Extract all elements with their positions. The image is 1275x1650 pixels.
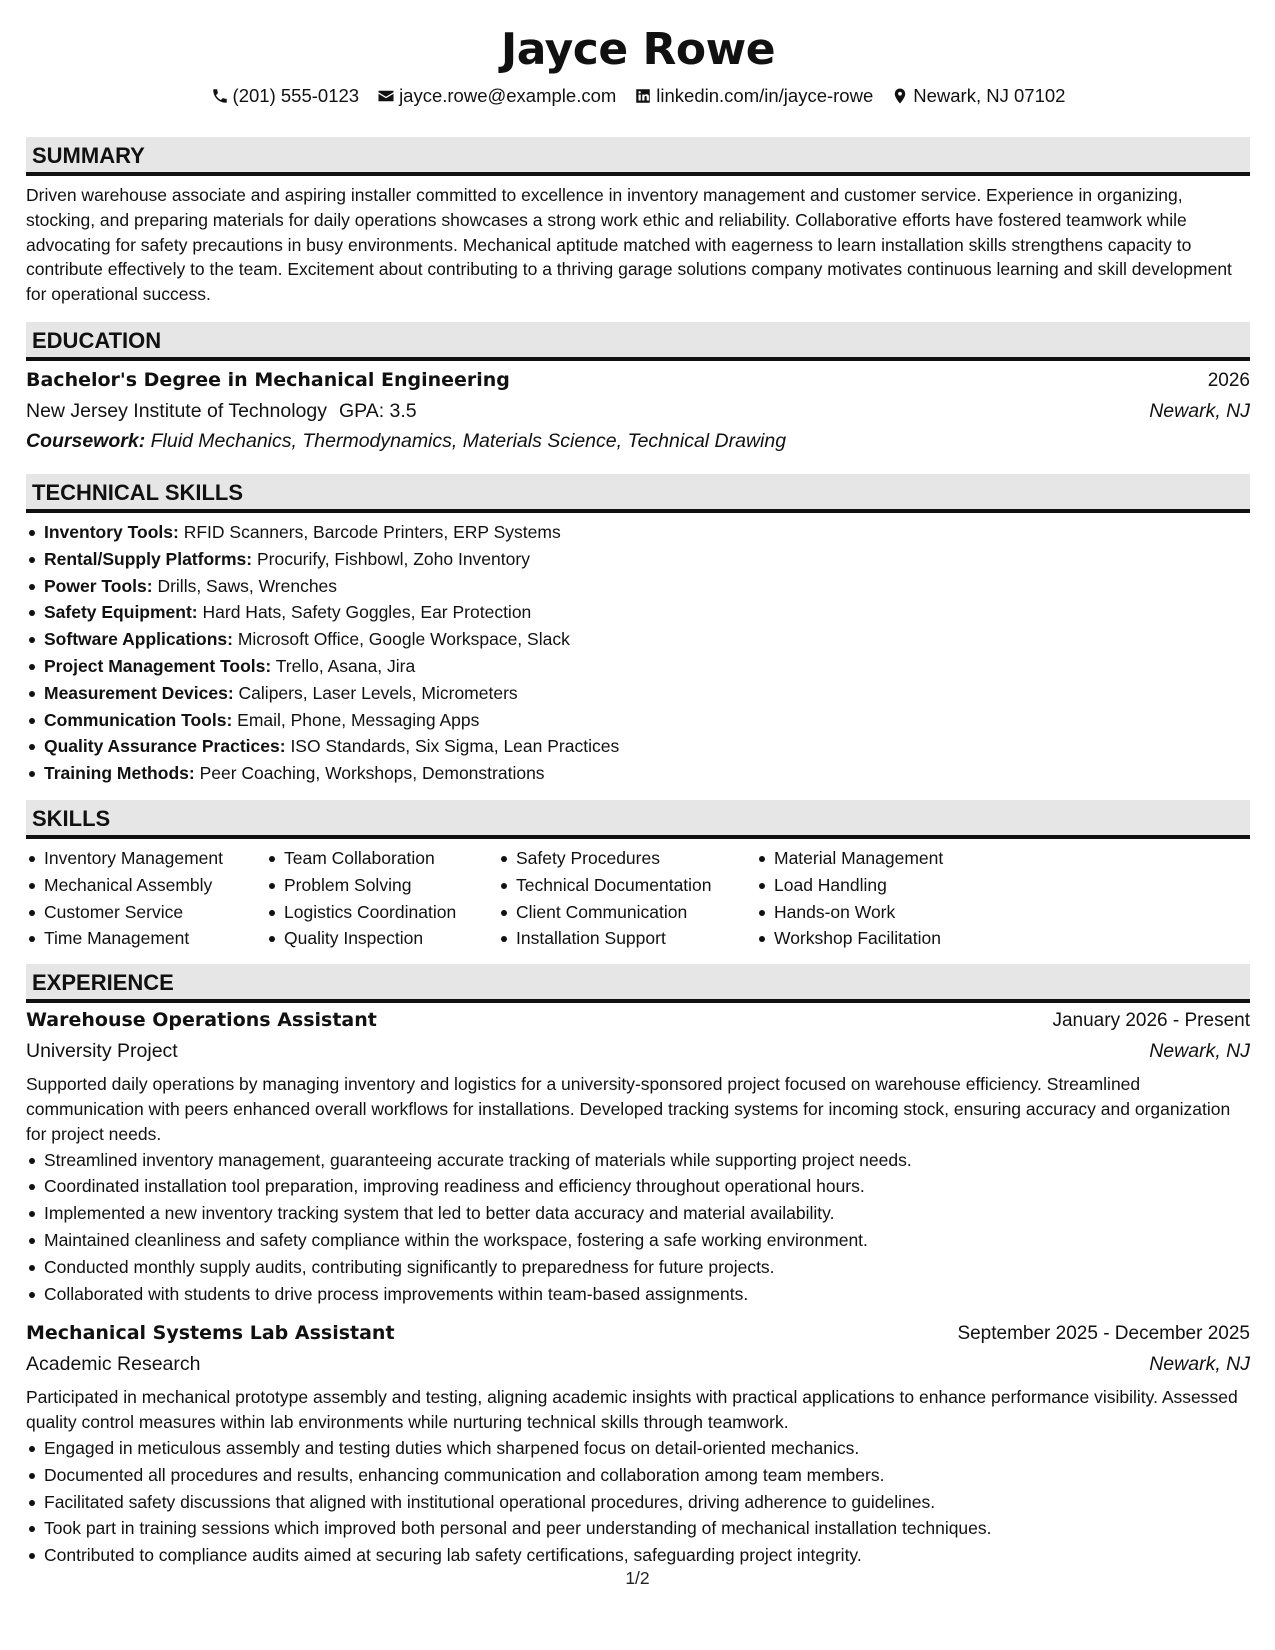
job-dates: January 2026 - Present: [1052, 1010, 1250, 1032]
skill-values: Email, Phone, Messaging Apps: [237, 709, 480, 730]
education-entry: [26, 365, 1250, 456]
email-link[interactable]: jayce.rowe@example.com: [399, 85, 617, 106]
skill-category: Software Applications:: [44, 629, 233, 650]
location-text: Newark, NJ 07102: [913, 85, 1066, 106]
skill-values: Drills, Saws, Wrenches: [157, 575, 338, 596]
resume-page: [26, 18, 1250, 1569]
list-item: Maintained cleanliness and safety compliance within the workspace, fostering a safe working environment.: [26, 1227, 1250, 1254]
job-bullets: [26, 1147, 1250, 1308]
skills-column: [498, 845, 756, 952]
job-location: Newark, NJ: [1149, 1040, 1250, 1063]
school-location: Newark, NJ: [1149, 399, 1250, 422]
job-title: Mechanical Systems Lab Assistant: [26, 1322, 395, 1345]
education-heading: EDUCATION: [26, 322, 1250, 361]
candidate-name: Jayce Rowe: [500, 24, 776, 75]
list-item: [26, 546, 1250, 573]
list-item: Took part in training sessions which improved both personal and peer understanding of mechanical installation techniques.: [26, 1515, 1250, 1542]
skill-category: Rental/Supply Platforms:: [44, 548, 253, 569]
skill-category: Project Management Tools:: [44, 655, 272, 676]
job-bullets: [26, 1435, 1250, 1569]
list-item: Safety Procedures: [498, 845, 756, 872]
map-marker-icon: [891, 87, 909, 105]
list-item: [26, 653, 1250, 680]
skill-category: Safety Equipment:: [44, 602, 198, 623]
list-item: Mechanical Assembly: [26, 872, 266, 899]
skill-category: Training Methods:: [44, 763, 195, 784]
experience-entry: [26, 1005, 1250, 1307]
skill-values: RFID Scanners, Barcode Printers, ERP Systems: [183, 521, 561, 542]
list-item: Conducted monthly supply audits, contributing significantly to preparedness for future projects.: [26, 1254, 1250, 1281]
list-item: [26, 519, 1250, 546]
skills-grid: [26, 845, 1250, 952]
list-item: Coordinated installation tool preparation, improving readiness and efficiency throughout operational hours.: [26, 1173, 1250, 1200]
list-item: Problem Solving: [266, 872, 498, 899]
contact-location: [891, 82, 1065, 110]
summary-text: Driven warehouse associate and aspiring installer committed to excellence in inventory management and customer service. Experience in organizing, stocking, and preparing materials for daily operations showcases a strong work ethic and reliability. Collaborative efforts have fostered teamwork while advocating for safety precautions in busy environments. Mechanical aptitude matched with eagerness to learn installation skills strengthens capacity to contribute effectively to the team. Excitement about contributing to a thriving garage solutions company motivates continuous learning and skill development for operational success.: [26, 185, 1232, 305]
list-item: [26, 680, 1250, 707]
experience-heading: EXPERIENCE: [26, 964, 1250, 1003]
coursework-label: Coursework:: [26, 429, 146, 452]
list-item: Inventory Management: [26, 845, 266, 872]
coursework-list: Fluid Mechanics, Thermodynamics, Materials Science, Technical Drawing: [150, 429, 787, 452]
list-item: Logistics Coordination: [266, 899, 498, 926]
skill-category: Quality Assurance Practices:: [44, 736, 286, 757]
list-item: Technical Documentation: [498, 872, 756, 899]
skill-category: Inventory Tools:: [44, 521, 179, 542]
degree-title: Bachelor's Degree in Mechanical Engineering: [26, 368, 510, 391]
list-item: Time Management: [26, 925, 266, 952]
list-item: Quality Inspection: [266, 925, 498, 952]
page-number: 1/2: [625, 1568, 650, 1588]
list-item: [26, 573, 1250, 600]
linkedin-link[interactable]: linkedin.com/in/jayce-rowe: [656, 85, 874, 106]
skill-values: Trello, Asana, Jira: [275, 655, 416, 676]
list-item: [26, 707, 1250, 734]
skill-category: Measurement Devices:: [44, 682, 234, 703]
list-item: [26, 599, 1250, 626]
list-item: Contributed to compliance audits aimed at securing lab safety certifications, safeguarding project integrity.: [26, 1542, 1250, 1569]
phone-number: (201) 555-0123: [232, 85, 360, 106]
job-description: Supported daily operations by managing inventory and logistics for a university-sponsored project focused on warehouse efficiency. Streamlined communication with peers enhanced overall workflows for installations. Developed tracking systems for incoming stock, ensuring accuracy and organization for project needs.: [26, 1074, 1231, 1144]
skills-column: [26, 845, 266, 952]
skill-values: Peer Coaching, Workshops, Demonstrations: [199, 763, 545, 784]
skill-category: Communication Tools:: [44, 709, 233, 730]
job-description: Participated in mechanical prototype assembly and testing, aligning academic insights with practical applications to enhance performance visibility. Assessed quality control measures within lab environments while nurturing technical skills through teamwork.: [26, 1387, 1238, 1433]
list-item: [26, 733, 1250, 760]
job-location: Newark, NJ: [1149, 1353, 1250, 1376]
coursework-line: [26, 426, 1250, 456]
phone-icon: [211, 87, 229, 105]
envelope-icon: [377, 87, 395, 105]
list-item: Hands-on Work: [756, 899, 996, 926]
skill-values: Hard Hats, Safety Goggles, Ear Protection: [202, 602, 532, 623]
list-item: Workshop Facilitation: [756, 925, 996, 952]
list-item: [26, 760, 1250, 787]
list-item: [26, 626, 1250, 653]
skill-values: Calipers, Laser Levels, Micrometers: [238, 682, 518, 703]
skill-category: Power Tools:: [44, 575, 153, 596]
skill-values: Microsoft Office, Google Workspace, Slack: [237, 629, 570, 650]
school-name: New Jersey Institute of Technology: [26, 399, 327, 422]
list-item: Material Management: [756, 845, 996, 872]
list-item: Installation Support: [498, 925, 756, 952]
job-organization: University Project: [26, 1040, 178, 1063]
skills-column: [266, 845, 498, 952]
contact-email[interactable]: [377, 82, 616, 110]
job-dates: September 2025 - December 2025: [957, 1323, 1250, 1345]
skill-values: ISO Standards, Six Sigma, Lean Practices: [290, 736, 620, 757]
school-line: [26, 396, 417, 426]
list-item: Load Handling: [756, 872, 996, 899]
list-item: Client Communication: [498, 899, 756, 926]
graduation-year: 2026: [1207, 369, 1250, 391]
list-item: Customer Service: [26, 899, 266, 926]
skills-column: [756, 845, 996, 952]
contact-phone: [211, 82, 360, 110]
technical-skills-heading: TECHNICAL SKILLS: [26, 474, 1250, 513]
list-item: Implemented a new inventory tracking system that led to better data accuracy and material availability.: [26, 1200, 1250, 1227]
experience-entry: [26, 1318, 1250, 1569]
gpa: GPA: 3.5: [338, 399, 417, 422]
list-item: Team Collaboration: [266, 845, 498, 872]
technical-skills-list: [26, 519, 1250, 787]
job-title: Warehouse Operations Assistant: [26, 1009, 377, 1032]
contact-bar: [26, 82, 1250, 110]
list-item: Collaborated with students to drive process improvements within team-based assignments.: [26, 1281, 1250, 1308]
contact-linkedin[interactable]: [634, 82, 873, 110]
list-item: Documented all procedures and results, enhancing communication and collaboration among team members.: [26, 1462, 1250, 1489]
skills-heading: SKILLS: [26, 800, 1250, 839]
list-item: Engaged in meticulous assembly and testing duties which sharpened focus on detail-oriented mechanics.: [26, 1435, 1250, 1462]
list-item: Facilitated safety discussions that aligned with institutional operational procedures, driving adherence to guidelines.: [26, 1489, 1250, 1516]
skill-values: Procurify, Fishbowl, Zoho Inventory: [256, 548, 530, 569]
list-item: Streamlined inventory management, guaranteeing accurate tracking of materials while supporting project needs.: [26, 1147, 1250, 1174]
job-organization: Academic Research: [26, 1353, 201, 1376]
summary-heading: SUMMARY: [26, 137, 1250, 176]
linkedin-icon: [634, 87, 652, 105]
